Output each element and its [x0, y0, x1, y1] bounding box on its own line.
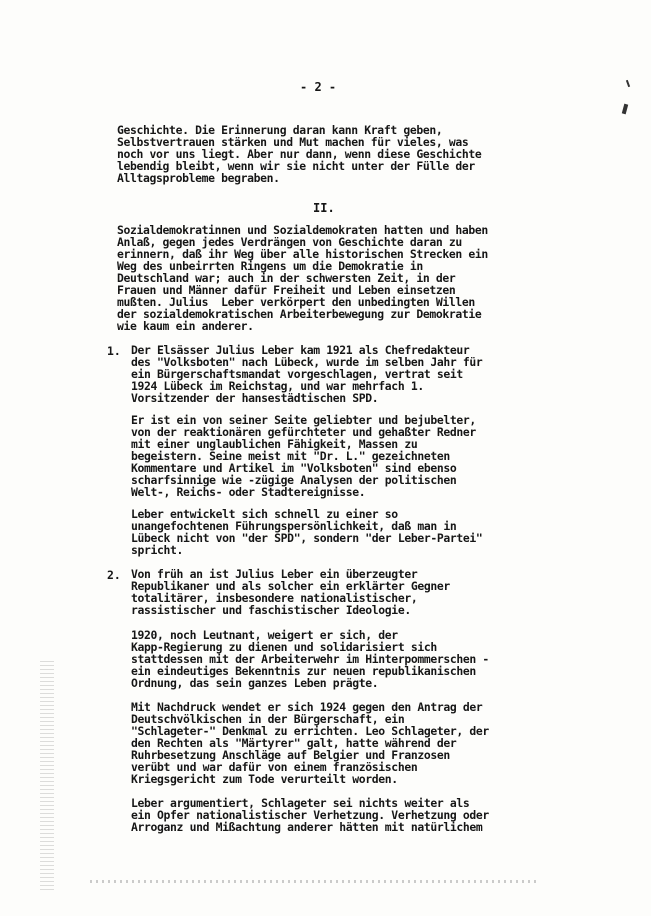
text-line: Vorsitzender der hansestädtischen SPD.	[131, 391, 379, 405]
text-line: ein Bürgerschaftsmandat vorgeschlagen, vertrat seit	[131, 367, 463, 381]
text-line: Republikaner und als solcher ein erklärter Gegner	[131, 579, 450, 593]
text-line: lebendig bleibt, wenn wir sie nicht unter der Fülle der	[117, 159, 475, 173]
scan-mark-lower	[622, 104, 628, 115]
text-line: Mit Nachdruck wendet er sich 1924 gegen den Antrag der	[131, 700, 483, 714]
text-line: noch vor uns liegt. Aber nur dann, wenn diese Geschichte	[117, 147, 482, 161]
text-line: Geschichte. Die Erinnerung daran kann Kraft geben,	[117, 123, 443, 137]
text-line: totalitärer, insbesondere nationalistischer,	[131, 591, 418, 605]
text-line: des "Volksboten" nach Lübeck, wurde im selben Jahr für	[131, 355, 483, 369]
text-line: Anlaß, gegen jedes Verdrängen von Geschichte daran zu	[117, 235, 462, 249]
text-line: Kriegsgericht zum Tode verurteilt worden.	[131, 772, 398, 786]
list-marker: 1.	[107, 344, 121, 358]
text-line: der sozialdemokratischen Arbeiterbewegung zur Demokratie	[117, 307, 482, 321]
text-line: von der reaktionären gefürchteter und gehaßter Redner	[131, 425, 476, 439]
scan-bottom-artifact	[90, 880, 540, 883]
page-number: - 2 -	[300, 80, 337, 94]
text-line: Frauen und Männer dafür Freiheit und Leben einsetzen	[117, 283, 456, 297]
text-line: Leber argumentiert, Schlageter sei nichts weiter als	[131, 796, 470, 810]
text-line: mit einer unglaublichen Fähigkeit, Massen zu	[131, 437, 418, 451]
text-line: Weg des unbeirrten Ringens um die Demokratie in	[117, 259, 423, 273]
text-line: begeistern. Seine meist mit "Dr. L." gezeichneten	[131, 449, 450, 463]
text-line: den Rechten als "Märtyrer" galt, hatte während der	[131, 736, 457, 750]
text-line: Welt-, Reichs- oder Stadtereignisse.	[131, 485, 366, 499]
text-line: ein eindeutiges Bekenntnis zur neuen republikanischen	[131, 664, 476, 678]
text-line: mußten. Julius Leber verkörpert den unbedingten Willen	[117, 295, 475, 309]
text-line: Lübeck nicht von "der SPD", sondern "der Leber-Partei"	[131, 531, 483, 545]
text-line: Kommentare und Artikel im "Volksboten" sind ebenso	[131, 461, 457, 475]
text-line: ein Opfer nationalistischer Verhetzung. Verhetzung oder	[131, 808, 489, 822]
text-line: spricht.	[131, 543, 184, 557]
text-line: erinnern, daß ihr Weg über alle historischen Strecken ein	[117, 247, 488, 261]
text-line: Alltagsprobleme begraben.	[117, 171, 280, 185]
text-line: verübt und war dafür von einem französischen	[131, 760, 418, 774]
text-line: Arroganz und Mißachtung anderer hätten mit natürlichem	[131, 820, 483, 834]
text-line: Deutschvölkischen in der Bürgerschaft, ein	[131, 712, 405, 726]
text-line: Leber entwickelt sich schnell zu einer so	[131, 507, 398, 521]
text-line: 1924 Lübeck im Reichstag, und war mehrfach 1.	[131, 379, 424, 393]
text-line: rassistischer und faschistischer Ideologie.	[131, 603, 411, 617]
text-line: Sozialdemokratinnen und Sozialdemokraten hatten und haben	[117, 223, 488, 237]
text-line: unangefochtenen Führungspersönlichkeit, daß man in	[131, 519, 457, 533]
text-line: Ruhrbesetzung Anschläge auf Belgier und Franzosen	[131, 748, 450, 762]
text-line: Der Elsässer Julius Leber kam 1921 als Chefredakteur	[131, 343, 470, 357]
text-line: Er ist ein von seiner Seite geliebter und bejubelter,	[131, 413, 476, 427]
text-line: 1920, noch Leutnant, weigert er sich, der	[131, 628, 398, 642]
scan-mark-top	[626, 80, 630, 87]
text-line: Deutschland war; auch in der schwersten Zeit, in der	[117, 271, 456, 285]
text-line: Kapp-Regierung zu dienen und solidarisiert sich	[131, 640, 437, 654]
text-line: wie kaum ein anderer.	[117, 319, 254, 333]
list-marker: 2.	[107, 568, 121, 582]
text-line: scharfsinnige wie -zügige Analysen der politischen	[131, 473, 457, 487]
text-line: "Schlageter-" Denkmal zu errichten. Leo Schlageter, der	[131, 724, 489, 738]
text-line: Ordnung, das sein ganzes Leben prägte.	[131, 676, 379, 690]
scan-edge-artifact	[40, 660, 54, 890]
text-line: Von früh an ist Julius Leber ein überzeugter	[131, 567, 418, 581]
text-line: Selbstvertrauen stärken und Mut machen für vieles, was	[117, 135, 469, 149]
text-line: stattdessen mit der Arbeiterwehr im Hinterpommerschen -	[131, 652, 489, 666]
section-heading: II.	[313, 201, 335, 215]
